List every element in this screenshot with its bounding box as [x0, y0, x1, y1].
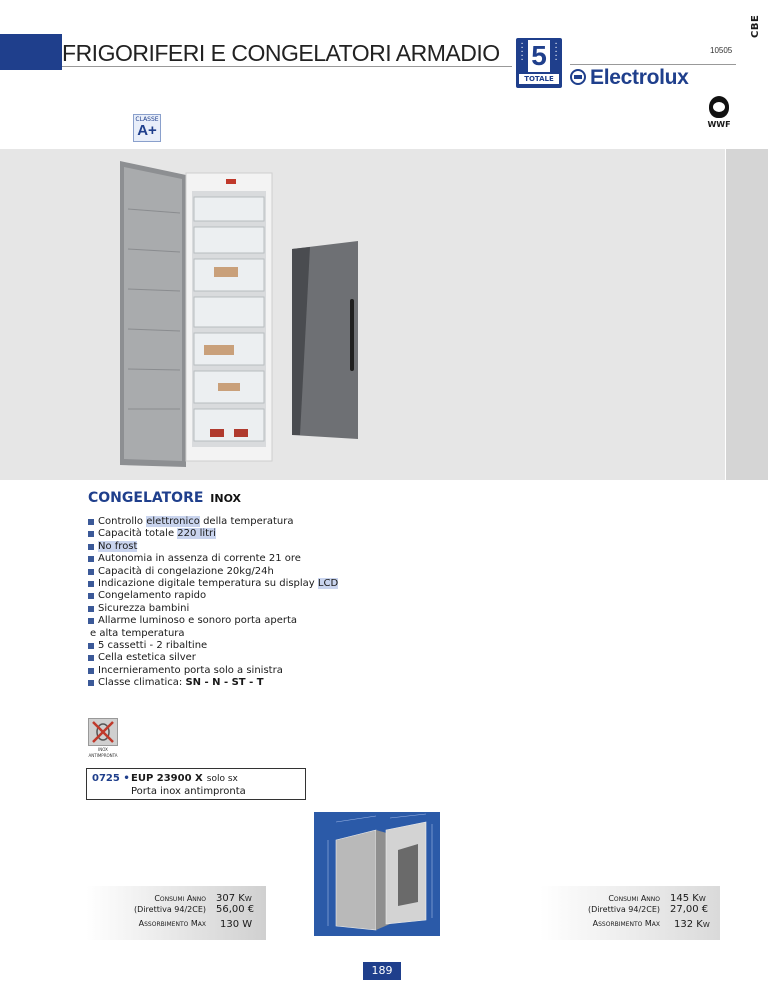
feature-text-pre: Capacità di congelazione 20kg/24h: [98, 565, 274, 577]
square-bullet-icon: [88, 581, 94, 587]
feature-item: [88, 603, 378, 615]
feature-text-hl: 220 litri: [177, 528, 216, 540]
electrolux-logo: [570, 66, 736, 90]
accessory-note: solo sx: [206, 774, 238, 784]
square-bullet-icon: [88, 556, 94, 562]
feature-text-hl: No frost: [98, 540, 138, 552]
square-bullet-icon: [88, 519, 94, 525]
product-photo: [0, 149, 725, 480]
feature-text-pre: Capacità totale: [98, 528, 178, 540]
accessory-code: 0725 •: [92, 773, 130, 784]
feature-item: [88, 665, 378, 677]
warranty-stripe-left: • • • • •: [520, 41, 524, 62]
antimpronta-icon: [86, 718, 120, 760]
absorption-max-label: Assorbimento Max: [592, 919, 660, 928]
feature-text-pre: Sicurezza bambini: [98, 602, 190, 614]
feature-text-hl: LCD: [317, 578, 339, 590]
feature-text-pre: Incernieramento porta solo a sinistra: [98, 664, 283, 676]
page-title: [62, 40, 500, 67]
fingerprint-crossed-icon: [88, 718, 118, 746]
wwf-label: WWF: [707, 120, 731, 129]
feature-item: [88, 590, 378, 602]
energy-class-value: A+: [137, 122, 157, 139]
feature-text-pre: Classe climatica:: [98, 677, 186, 689]
product-title: CONGELATORE INOX: [88, 490, 242, 506]
square-bullet-icon: [88, 544, 94, 550]
energy-class-badge: [133, 114, 161, 142]
consumption-left: [86, 886, 266, 940]
warranty-totale-label: TOTALE: [519, 74, 559, 84]
feature-text-post: della temperatura: [199, 516, 294, 527]
square-bullet-icon: [88, 668, 94, 674]
feature-text-pre: Controllo: [98, 516, 147, 527]
square-bullet-icon: [88, 593, 94, 599]
feature-item: [88, 578, 378, 590]
absorption-max-label: Assorbimento Max: [138, 919, 206, 928]
square-bullet-icon: [88, 531, 94, 537]
feature-text-pre: e alta temperatura: [90, 627, 185, 639]
consumption-year-label: Consumi Anno: [608, 894, 660, 903]
page-title-rest: RIGORIFERI E CONGELATORI ARMADIO: [75, 40, 500, 66]
header-rule: [62, 66, 512, 67]
electrolux-mark-icon: [570, 69, 586, 85]
antimpronta-caption-bottom: ANTIMPRONTA: [88, 753, 118, 758]
warranty-badge: [516, 38, 562, 88]
square-bullet-icon: [88, 606, 94, 612]
absorption-max-value: 130 W: [220, 919, 253, 930]
dimension-diagram: [314, 812, 440, 936]
feature-list: [88, 516, 378, 690]
page-number: 189: [363, 962, 401, 980]
feature-item: [88, 566, 378, 578]
corner-tag: CBE: [750, 14, 761, 38]
feature-item: [88, 553, 378, 565]
wwf-logo: [704, 96, 734, 132]
accessory-box: [86, 768, 306, 800]
page-title-initial: F: [62, 40, 76, 66]
feature-text-bold: SN - N - ST - T: [185, 677, 264, 689]
feature-text-hl: elettronico: [146, 516, 200, 527]
feature-text-pre: Autonomia in assenza di corrente 21 ore: [98, 553, 301, 565]
accessory-name: EUP 23900 X solo sx: [131, 773, 238, 784]
square-bullet-icon: [88, 618, 94, 624]
feature-item: [88, 628, 378, 640]
energy-class-label: CLASSE: [135, 116, 159, 123]
feature-item: [88, 528, 378, 540]
warranty-stripe-right: • • • • •: [554, 41, 558, 62]
square-bullet-icon: [88, 569, 94, 575]
feature-text-pre: Allarme luminoso e sonoro porta aperta: [98, 615, 298, 627]
panda-icon: [709, 96, 729, 118]
side-tab: [726, 149, 768, 480]
consumption-kw-value: 145 Kw: [670, 893, 706, 904]
feature-item: [88, 541, 378, 553]
feature-text-pre: 5 cassetti - 2 ribaltine: [98, 640, 208, 652]
feature-item: [88, 677, 378, 689]
feature-item: [88, 516, 378, 528]
feature-text-pre: Indicazione digitale temperatura su display: [98, 578, 318, 590]
feature-text-pre: Cella estetica silver: [98, 652, 196, 664]
consumption-eur-value: 56,00 €: [216, 904, 255, 915]
feature-item: [88, 615, 378, 627]
consumption-directive-label: (Direttiva 94/2CE): [588, 905, 660, 914]
accessory-description: Porta inox antimpronta: [131, 786, 246, 797]
consumption-right: [540, 886, 720, 940]
absorption-max-value: 132 Kw: [674, 919, 710, 930]
feature-text-pre: Congelamento rapido: [98, 590, 207, 602]
consumption-year-label: Consumi Anno: [154, 894, 206, 903]
warranty-years: 5: [528, 40, 550, 72]
consumption-kw-value: 307 Kw: [216, 893, 252, 904]
brand-name: Electrolux: [590, 66, 689, 89]
product-subtitle: INOX: [210, 492, 242, 505]
square-bullet-icon: [88, 655, 94, 661]
catalog-code: 10505: [710, 46, 733, 55]
feature-item: [88, 640, 378, 652]
freezer-illustration: [0, 149, 725, 480]
square-bullet-icon: [88, 643, 94, 649]
header-rule-right: [570, 64, 736, 65]
antimpronta-caption-top: INOX: [98, 747, 108, 752]
consumption-eur-value: 27,00 €: [670, 904, 709, 915]
header-accent-bar: [0, 34, 62, 70]
feature-item: [88, 652, 378, 664]
consumption-directive-label: (Direttiva 94/2CE): [134, 905, 206, 914]
square-bullet-icon: [88, 680, 94, 686]
